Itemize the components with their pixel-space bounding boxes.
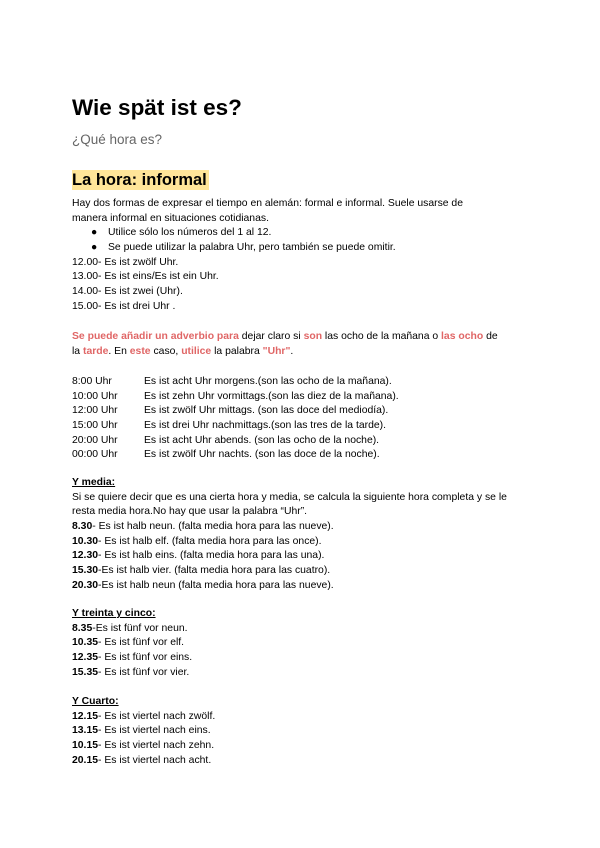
table-row: 15:00 Uhr Es ist drei Uhr nachmittags.(son las tres de la tarde). [72,420,386,432]
table-row: 8:00 Uhr Es ist acht Uhr morgens.(son las ocho de la mañana). [72,376,392,387]
informal-section-body [72,197,528,315]
adverb-note [72,330,528,359]
list-item: 15.35- Es ist fünf vor vier. [72,666,190,678]
adverb-note-line: la tarde. En este caso, utilice la palabra "Uhr". [72,345,294,357]
y-media-intro: Si se quiere decir que es una cierta hora y media, se calcula la siguiente hora completa y se le resta media hora.No hay que usar la palabra “Uhr”. [72,491,507,518]
y-media-section [72,476,528,594]
section-heading-y-cuarto: Y Cuarto: [72,696,119,707]
y-treinta-section [72,607,528,680]
list-item: 20.30-Es ist halb neun (falta media hora para las nueve). [72,579,334,591]
example-line: 12.00- Es ist zwölf Uhr. [72,256,179,268]
list-item: 8.30- Es ist halb neun. (falta media hora para las nueve). [72,521,334,533]
list-item: 12.30- Es ist halb eins. (falta media hora para las una). [72,550,325,562]
page-subtitle: ¿Qué hora es? [72,132,163,147]
list-item: 13.15- Es ist viertel nach eins. [72,725,211,737]
bullet-item: ● Se puede utilizar la palabra Uhr, pero también se puede omitir. [72,241,528,256]
list-item: 10.15- Es ist viertel nach zehn. [72,740,215,752]
list-item: 8.35-Es ist fünf vor neun. [72,622,188,634]
bullet-dot-icon: ● [91,227,98,239]
table-row: 10:00 Uhr Es ist zehn Uhr vormittags.(son las diez de la mañana). [72,390,399,402]
list-item: 15.30-Es ist halb vier. (falta media hora para las cuatro). [72,565,331,577]
section-heading-informal: La hora: informal [72,171,207,189]
bullet-dot-icon: ● [91,242,98,254]
table-row: 20:00 Uhr Es ist acht Uhr abends. (son las ocho de la noche). [72,434,380,446]
example-line: 15.00- Es ist drei Uhr . [72,300,176,312]
list-item: 12.35- Es ist fünf vor eins. [72,652,193,664]
table-row: 12:00 Uhr Es ist zwölf Uhr mittags. (son las doce del mediodía). [72,405,389,417]
bullet-item: ● Utilice sólo los números del 1 al 12. [72,226,528,241]
table-row: 00:00 Uhr Es ist zwölf Uhr nachts. (son las doce de la noche). [72,449,380,461]
adverb-table [72,375,528,463]
example-line: 13.00- Es ist eins/Es ist ein Uhr. [72,271,219,283]
section-heading-y-media: Y media: [72,477,116,488]
intro-line: Hay dos formas de expresar el tiempo en alemán: formal e informal. Suele usarse de [72,198,463,209]
example-line: 14.00- Es ist zwei (Uhr). [72,286,183,298]
list-item: 10.35- Es ist fünf vor elf. [72,637,185,649]
adverb-note-line: Se puede añadir un adverbio para dejar claro si son las ocho de la mañana o las ocho de [72,331,498,342]
intro-line: manera informal en situaciones cotidianas. [72,212,269,224]
list-item: 10.30- Es ist halb elf. (falta media hora para las once). [72,535,322,547]
list-item: 12.15- Es ist viertel nach zwölf. [72,710,216,722]
section-heading-y-treinta: Y treinta y cinco: [72,608,156,619]
list-item: 20.15- Es ist viertel nach acht. [72,754,212,766]
y-cuarto-section [72,695,528,768]
page-title: Wie spät ist es? [72,95,242,120]
